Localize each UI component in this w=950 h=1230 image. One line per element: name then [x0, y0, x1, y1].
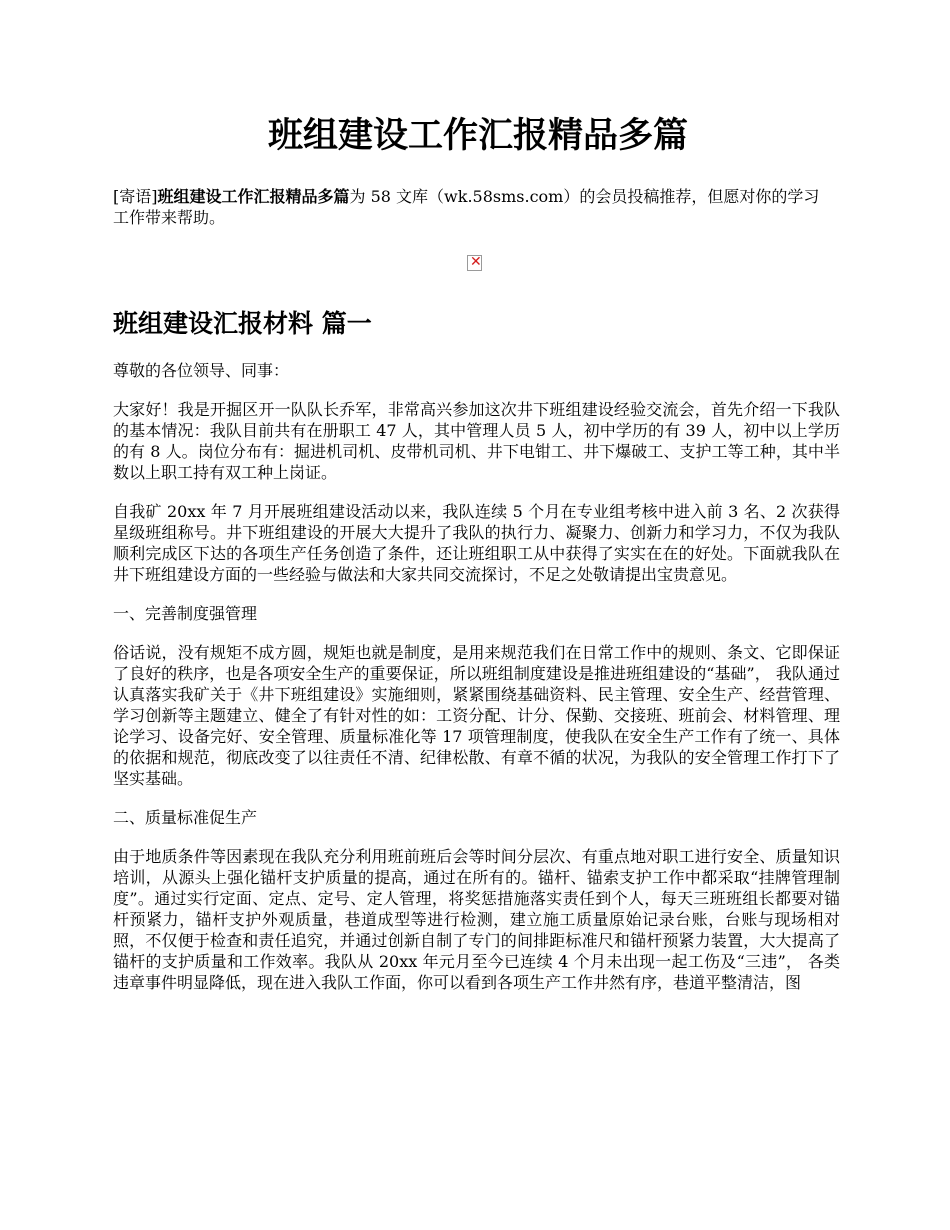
broken-image-icon: ✕ [467, 255, 482, 271]
subheading-system: 一、完善制度强管理 [113, 604, 258, 623]
subheading-quality: 二、质量标准促生产 [113, 808, 258, 827]
intro-prefix: [寄语] [113, 187, 158, 206]
paragraph-quality: 由于地质条件等因素现在我队充分利用班前班后会等时间分层次、有重点地对职工进行安全、质量知识培训，从源头上强化锚杆支护质量的提高，通过在所有的。锚杆、锚索支护工作中都采取“挂牌管理制度”。通过实行定面、定点、定号、定人管理，将奖惩措施落实责任到个人，每天三班班组长都要对锚杆预紧力，锚杆支护外观质量，巷道成型等进行检测，建立施工质量原始记录台账，台账与现场相对照，不仅便于检查和责任追究，并通过创新自制了专门的间排距标准尺和锚杆预紧力装置，大大提高了锚杆的支护质量和工作效率。我队从 20xx 年元月至今已连续 4 个月未出现一起工伤及“三违”， 各类违章事件明显降低，现在进入我队工作面，你可以看到各项生产工作井然有序，巷道平整清洁，图 [113, 847, 840, 992]
paragraph-salutation: 尊敬的各位领导、同事： [113, 361, 290, 380]
paragraph-overview: 自我矿 20xx 年 7 月开展班组建设活动以来，我队连续 5 个月在专业组考核中进入前 3 名、2 次获得星级班组称号。井下班组建设的开展大大提升了我队的执行力、凝聚力、创新力和学习力，不仅为我队顺利完成区下达的各项生产任务创造了条件，还让班组职工从中获得了实实在在的好处。下面就我队在井下班组建设方面的一些经验与做法和大家共同交流探讨，不足之处敬请提出宝贵意见。 [113, 502, 840, 584]
image-container [113, 255, 843, 275]
document-page [113, 0, 843, 993]
intro-bold-title: 班组建设工作汇报精品多篇 [157, 187, 350, 206]
intro-note [113, 186, 833, 228]
paragraph-system: 俗话说，没有规矩不成方圆，规矩也就是制度，是用来规范我们在日常工作中的规则、条文、它即保证了良好的秩序，也是各项安全生产的重要保证，所以班组制度建设是推进班组建设的“基础”， 我队通过认真落实我矿关于《井下班组建设》实施细则，紧紧围绕基础资料、民主管理、安全生产、经营管理、学习创新等主题建立、健全了有针对性的如：工资分配、计分、保勤、交接班、班前会、材料管理、理论学习、设备完好、安全管理、质量标准化等 17 项管理制度，使我队在安全生产工作有了统一、具体的依据和规范，彻底改变了以往责任不清、纪律松散、有章不循的状况，为我队的安全管理工作打下了坚实基础。 [113, 643, 840, 788]
paragraph-greeting: 大家好！我是开掘区开一队队长乔军，非常高兴参加这次井下班组建设经验交流会，首先介绍一下我队的基本情况：我队目前共有在册职工 47 人，其中管理人员 5 人，初中学历的有 39 人，初中以上学历的有 8 人。岗位分布有：掘进机司机、皮带机司机、井下电钳工、井下爆破工、支护工等工种，其中半数以上职工持有双工种上岗证。 [113, 400, 840, 482]
intro-suffix: 为 58 文库（wk.58sms.com）的会员投稿推荐，但愿对你的学习工作带来帮助。 [113, 187, 820, 227]
document-title: 班组建设工作汇报精品多篇 [267, 115, 688, 156]
section-heading: 班组建设汇报材料 篇一 [113, 309, 372, 338]
